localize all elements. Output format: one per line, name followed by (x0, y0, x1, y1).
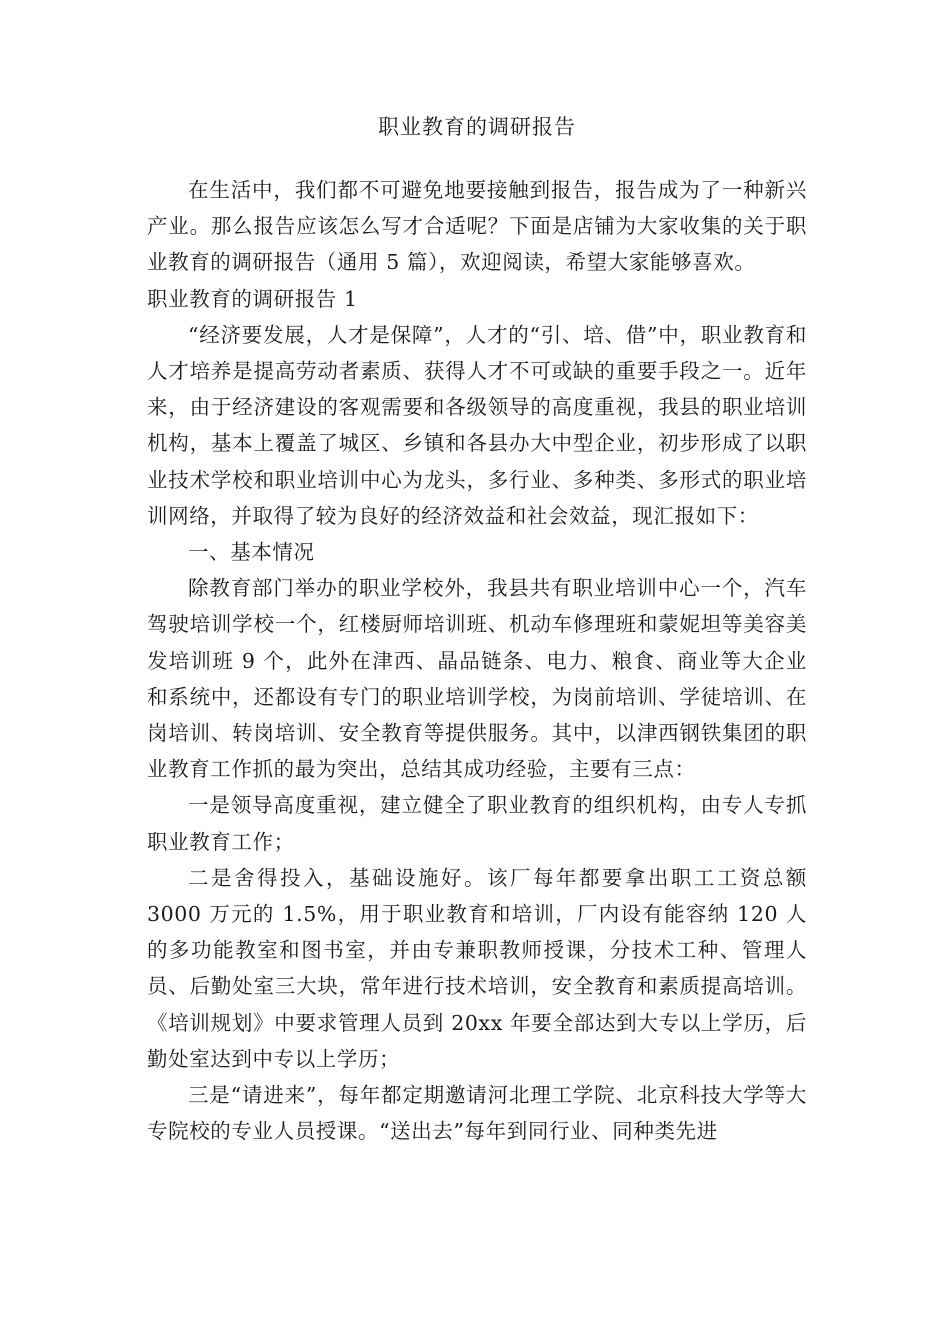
body-paragraph: “经济要发展，人才是保障”，人才的“引、培、借”中，职业教育和人才培养是提高劳动者素质、获得人才不可或缺的重要手段之一。近年来，由于经济建设的客观需要和各级领导的高度重视，我县的职业培训机构，基本上覆盖了城区、乡镇和各县办大中型企业，初步形成了以职业技术学校和职业培训中心为龙头，多行业、多种类、多形式的职业培训网络，并取得了较为良好的经济效益和社会效益，现汇报如下： (147, 322, 807, 528)
section-heading: 职业教育的调研报告 1 (147, 286, 358, 311)
document-body (147, 172, 807, 1149)
body-paragraph: 一是领导高度重视，建立健全了职业教育的组织机构，由专人专抓职业教育工作； (147, 793, 807, 854)
page-title: 职业教育的调研报告 (378, 115, 576, 139)
body-paragraph: 除教育部门举办的职业学校外，我县共有职业培训中心一个，汽车驾驶培训学校一个，红楼厨师培训班、机动车修理班和蒙妮坦等美容美发培训班 9 个，此外在津西、晶品链条、电力、粮食、商业等大企业和系统中，还都设有专门的职业培训学校，为岗前培训、学徒培训、在岗培训、转岗培训、安全教育等提供服务。其中，以津西钢铁集团的职业教育工作抓的最为突出，总结其成功经验，主要有三点： (147, 576, 807, 782)
body-paragraph: 二是舍得投入，基础设施好。该厂每年都要拿出职工工资总额 3000 万元的 1.5%，用于职业教育和培训，厂内设有能容纳 120 人的多功能教室和图书室，并由专兼职教师授课，分技术工种、管理人员、后勤处室三大块，常年进行技术培训，安全教育和素质提高培训。《培训规划》中要求管理人员到 20xx 年要全部达到大专以上学历，后勤处室达到中专以上学历； (147, 865, 807, 1071)
body-paragraph: 三是“请进来”，每年都定期邀请河北理工学院、北京科技大学等大专院校的专业人员授课。“送出去”每年到同行业、同种类先进 (147, 1083, 807, 1144)
body-paragraph: 一、基本情况 (188, 540, 315, 565)
body-paragraph: 在生活中，我们都不可避免地要接触到报告，报告成为了一种新兴产业。那么报告应该怎么写才合适呢？下面是店铺为大家收集的关于职业教育的调研报告（通用 5 篇），欢迎阅读，希望大家能够喜欢。 (147, 178, 807, 275)
